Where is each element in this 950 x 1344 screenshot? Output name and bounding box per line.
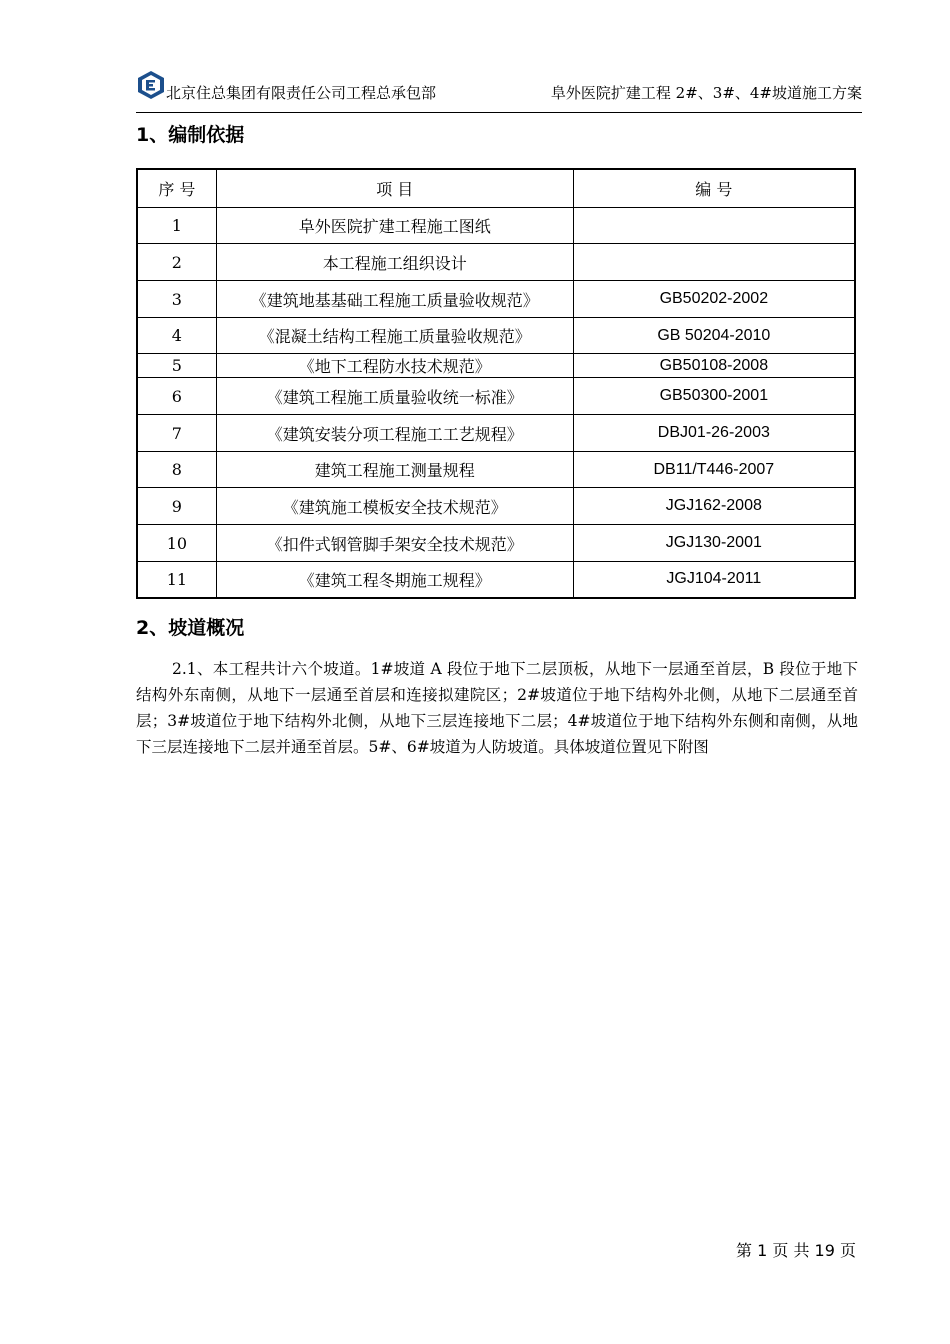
table-row [137, 415, 855, 452]
cell-item: 本工程施工组织设计 [216, 244, 573, 281]
cell-item: 《地下工程防水技术规范》 [216, 354, 573, 378]
cell-code: GB 50204-2010 [573, 318, 855, 354]
page-header [136, 66, 862, 113]
column-header-no: 序 号 [137, 169, 216, 208]
cell-no: 4 [137, 318, 216, 354]
table-row [137, 318, 855, 354]
section-heading-ramp-overview: 2、坡道概况 [136, 617, 245, 639]
column-header-code: 编 号 [573, 169, 855, 208]
cell-code: DBJ01-26-2003 [573, 415, 855, 452]
cell-no: 5 [137, 354, 216, 378]
cell-item: 《建筑施工模板安全技术规范》 [216, 488, 573, 525]
cell-item: 《建筑地基基础工程施工质量验收规范》 [216, 281, 573, 318]
header-project-title: 阜外医院扩建工程 2#、3#、4#坡道施工方案 [550, 84, 862, 102]
cell-item: 《混凝土结构工程施工质量验收规范》 [216, 318, 573, 354]
table-row [137, 244, 855, 281]
cell-no: 11 [137, 562, 216, 598]
company-logo-icon [136, 70, 166, 100]
cell-code: GB50202-2002 [573, 281, 855, 318]
basis-table-body [137, 208, 855, 598]
table-row [137, 208, 855, 244]
table-row [137, 562, 855, 598]
cell-item: 阜外医院扩建工程施工图纸 [216, 208, 573, 244]
cell-code: GB50300-2001 [573, 378, 855, 415]
cell-no: 8 [137, 452, 216, 488]
cell-code: DB11/T446-2007 [573, 452, 855, 488]
cell-no: 9 [137, 488, 216, 525]
cell-code: JGJ104-2011 [573, 562, 855, 598]
column-header-item: 项 目 [216, 169, 573, 208]
cell-code [573, 244, 855, 281]
cell-code: GB50108-2008 [573, 354, 855, 378]
cell-code: JGJ162-2008 [573, 488, 855, 525]
cell-item: 《建筑工程施工质量验收统一标准》 [216, 378, 573, 415]
cell-no: 7 [137, 415, 216, 452]
cell-no: 3 [137, 281, 216, 318]
cell-code [573, 208, 855, 244]
table-header-row [137, 169, 855, 208]
table-row [137, 281, 855, 318]
basis-table [136, 168, 856, 599]
table-row [137, 378, 855, 415]
section-heading-basis: 1、编制依据 [136, 124, 245, 146]
cell-code: JGJ130-2001 [573, 525, 855, 562]
table-row [137, 488, 855, 525]
cell-no: 6 [137, 378, 216, 415]
table-row [137, 354, 855, 378]
cell-item: 《建筑工程冬期施工规程》 [216, 562, 573, 598]
table-row [137, 452, 855, 488]
table-row [137, 525, 855, 562]
cell-no: 10 [137, 525, 216, 562]
header-company: 北京住总集团有限责任公司工程总承包部 [166, 84, 437, 102]
page-number: 第 1 页 共 19 页 [736, 1241, 856, 1260]
cell-no: 1 [137, 208, 216, 244]
cell-item: 《建筑安装分项工程施工工艺规程》 [216, 415, 573, 452]
ramp-overview-paragraph: 2.1、本工程共计六个坡道。1#坡道 A 段位于地下二层顶板，从地下一层通至首层，B 段位于地下结构外东南侧，从地下一层通至首层和连接拟建院区；2#坡道位于地下结构外北侧，从地下二层通至首层；3#坡道位于地下结构外北侧，从地下三层连接地下二层；4#坡道位于地下结构外东侧和南侧，从地下三层连接地下二层并通至首层。5#、6#坡道为人防坡道。具体坡道位置见下附图 [136, 660, 858, 756]
cell-item: 建筑工程施工测量规程 [216, 452, 573, 488]
cell-no: 2 [137, 244, 216, 281]
cell-item: 《扣件式钢管脚手架安全技术规范》 [216, 525, 573, 562]
